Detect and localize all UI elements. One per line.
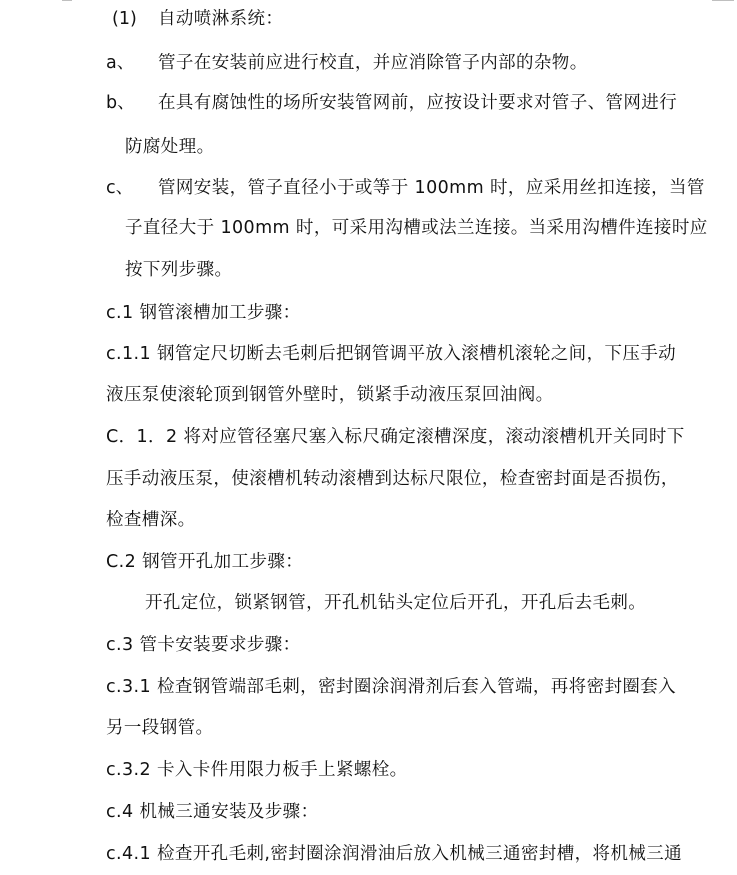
section-c2-title: C.2 钢管开孔加工步骤： (106, 552, 304, 572)
section-c3-title: c.3 管卡安装要求步骤： (106, 635, 301, 655)
item-b-line-2: 防腐处理。 (125, 137, 215, 157)
step-c31-line-1: c.3.1 检查钢管端部毛刺，密封圈涂润滑剂后套入管端，再将密封圈套入 (106, 677, 677, 697)
page-corner-mark-left (62, 0, 72, 1)
step-c11-line-2: 液压泵使滚轮顶到钢管外壁时，锁紧手动液压泵回油阀。 (106, 385, 554, 405)
item-b-marker: b、 (106, 93, 135, 113)
section-c1-title: c.1 钢管滚槽加工步骤： (106, 303, 301, 323)
item-a-marker: a、 (106, 53, 135, 73)
page-corner-mark-right (712, 0, 734, 1)
step-c12-line-2: 压手动液压泵，使滚槽机转动滚槽到达标尺限位，检查密封面是否损伤， (106, 469, 679, 489)
section-c4-title: c.4 机械三通安装及步骤： (106, 802, 319, 822)
step-c12-line-1: C．1．2 将对应管径塞尺塞入标尺确定滚槽深度，滚动滚槽机开关同时下 (106, 427, 685, 447)
heading-text: 自动喷淋系统： (158, 9, 284, 29)
heading-marker: (1) (112, 9, 137, 29)
step-c31-line-2: 另一段钢管。 (106, 718, 214, 738)
item-c-line-2: 子直径大于 100mm 时，可采用沟槽或法兰连接。当采用沟槽件连接时应 (125, 218, 708, 238)
step-c32-line-1: c.3.2 卡入卡件用限力板手上紧螺栓。 (106, 760, 408, 780)
section-c2-line-1: 开孔定位，锁紧钢管，开孔机钻头定位后开孔，开孔后去毛刺。 (145, 593, 647, 613)
step-c12-line-3: 检查槽深。 (106, 510, 196, 530)
step-c41-line-1: c.4.1 检查开孔毛刺,密封圈涂润滑油后放入机械三通密封槽，将机械三通 (106, 844, 683, 864)
item-b-line-1: 在具有腐蚀性的场所安装管网前，应按设计要求对管子、管网进行 (158, 93, 678, 113)
item-c-line-1: 管网安装，管子直径小于或等于 100mm 时，应采用丝扣连接，当管 (158, 178, 705, 198)
item-a-line-1: 管子在安装前应进行校直，并应消除管子内部的杂物。 (158, 53, 588, 73)
item-c-line-3: 按下列步骤。 (125, 260, 233, 280)
step-c11-line-1: c.1.1 钢管定尺切断去毛刺后把钢管调平放入滚槽机滚轮之间，下压手动 (106, 344, 677, 364)
item-c-marker: c、 (106, 178, 134, 198)
